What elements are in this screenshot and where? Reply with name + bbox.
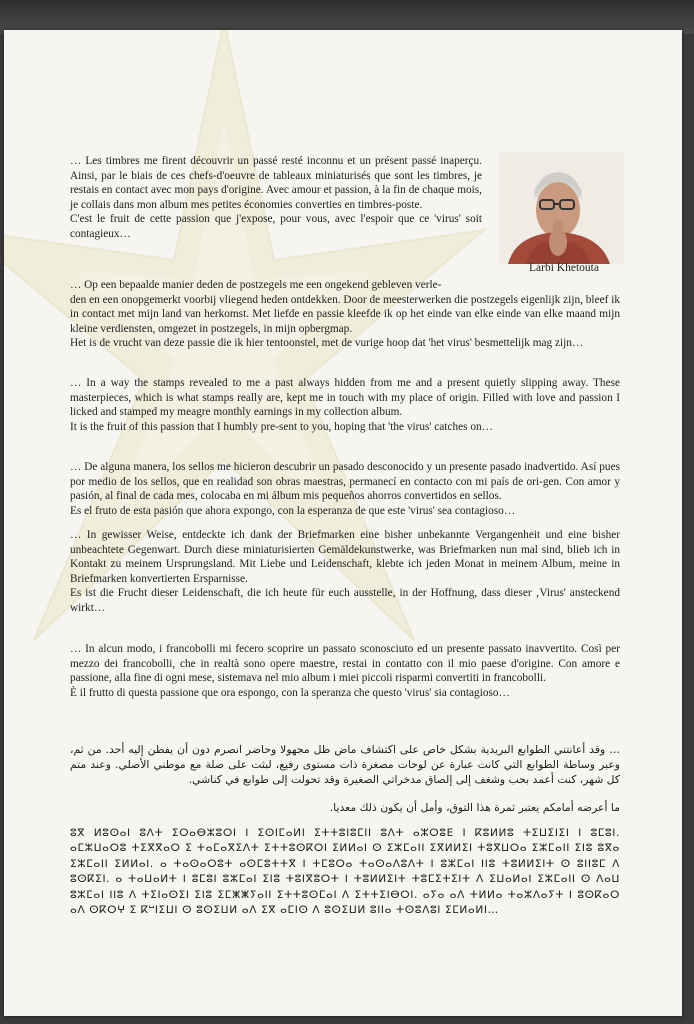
paragraph-italian: … In alcun modo, i francobolli mi fecero scoprire un passato sconosciuto ed un presente passato inavvertito. Così per mezzo dei francobolli, che in realtà sono opere maestre, restai in contatto con il mio paese d'origine. Con amore e passione, alla fine di ogni mese, sistemava nel mio album i miei piccoli risparmi convertiti in francobolli. È il frutto di questa passione que ora espongo, con la speranza che questo 'virus' sia contagioso…: [70, 643, 620, 699]
paragraph-german: … In gewisser Weise, entdeckte ich dank der Briefmarken eine bisher unbekannte Vergangenheit und eine bisher unbeachtete Gegenwart. Durch diese miniaturisierten Gemäldekunstwerke, was Briefmarken nun mal sind, blieb ich in Kontakt zu meinem Ursprungsland. Mit Liebe und Leidenschaft, klebte ich jeden Monat in meinem Album, meine in Briefmarken konvertierten Ersparnisse. Es ist die Frucht dieser Leidenschaft, die ich heute für euch ausstelle, in der Hoffnung, dass dieser ‚Virus' ansteckend wirkt…: [70, 529, 620, 614]
paragraph-spanish: … De alguna manera, los sellos me hicieron descubrir un pasado desconocido y un presente pasado inadvertido. Así pues por medio de los sellos, que en realidad son obras maestras, permanecí en contacto con mi país de ori-gen. Con amor y pasión, al final de cada mes, colocaba en mi álbum mis pequeños ahorros convertidos en sellos. Es el fruto de esta pasión que ahora expongo, con la esperanza de que este 'virus' sea contagioso…: [70, 461, 620, 517]
paragraph-french: … Les timbres me firent découvrir un passé resté inconnu et un présent passé inaperçu. Ainsi, par le biais de ces chefs-d'oeuvre de tableaux miniaturisés que sont les timbres, je restais en contact avec mon pays d'origine. Avec amour et passion, à la fin de chaque mois, je collais dans mon album mes petites économies converties en timbres-poste. C'est le fruit de cette passion que j'expose, pour vous, avec l'espoir que ce 'virus' soit contagieux…: [70, 155, 482, 240]
author-portrait-icon: [498, 152, 624, 264]
paragraph-arabic: … وقد أعانتني الطوابع البريدية بشكل خاص على اكتشاف ماض ظل مجهولا وحاضر انصرم دون أن يفطن إليه أحد. من ثم، وعبر وساطة الطوابع التي كانت عبارة عن لوحات مصغرة ذات مستوى رفيع، لبثت على صلة مع موطني الأصلي. وعند متم كل شهر، كنت أعمد بحب وشغف إلى إلصاق مدخراتي الصغيرة وقد تحولت إلى طوابع في كناشي.: [70, 743, 620, 786]
table-surface: [0, 0, 694, 34]
booklet-page: [4, 30, 682, 1016]
paragraph-english: … In a way the stamps revealed to me a past always hidden from me and a present quietly slipping away. These masterpieces, which is what stamps really are, kept me in touch with my place of origin. Filled with love and passion I licked and stamped my meagre monthly earnings in my collection album. It is the fruit of this passion that I humbly pre-sent to you, hoping that 'the virus' catches on…: [70, 377, 620, 433]
paragraph-tifinagh: ⵓⴳ ⵍⵓⵙⴰⵏ ⵓⴷⵜ ⵉⵔⴰⴱⵣⵓⵔⵏ ⵏ ⵉⵙⵏⵎⴰⵍⵏ ⵉⵜⵜⵓⵏⵓⵎⵏⵏ ⵓⴷⵜ ⴰⵣⵔⵓⴹ ⵏ ⴽⵓⵍⵍⵓ ⵜⵉⵡⵉⵏⵉⵏ ⵏ ⵓⵎⵓⵏ. ⴰⵎⵣⵡⴰⵔⵓ ⵜⵉⴳⴳⴰⵔ ⵉ ⵜⴰⵎⴰⴳⵉⴷⵜ ⵉⵜⵜⵓⵙⴽⵔⵏ ⵉⵍⵍⴰⵏ ⵙ ⵉⵣⵎⴰⵏⵏ ⵉⴳⵍⵍⵉⵏ ⵜⵓⴳⵡⵔⴰ ⵉⵣⵎⴰⵏⵏ ⵉⵏⵓ ⵓⴳⴰ ⵉⵣⵎⴰⵏⵏ ⵉⵍⵍⴰⵏ. ⴰ ⵜⴰⵙⴰⵔⵓⵜ ⴰⵙⵎⵓⵜⵜⴳ ⵏ ⵜⵎⵓⵔⴰ ⵜⴰⵙⴰⴷⵓⴷⵜ ⵏ ⵓⵣⵎⴰⵏ ⵏⵏⵓ ⵜⵓⵍⵍⵉⵏⵜ ⵙ ⵓⵏⵏⵓⵎ ⴷ ⵓⵙⴽⵉⵏ. ⴰ ⵜⴰⵡⴰⵍⵜ ⵏ ⵓⵎⵓⵏ ⵓⵣⵎⴰⵏ ⵉⵏⵓ ⵜⵓⵏⴳⵓⵔⵜ ⵏ ⵜⵓⵍⵍⵉⵏⵜ ⵜⵓⵎⵉⵜⵉⵏⵜ ⴷ ⵉⵡⴰⵍⴰⵏ ⵉⵣⵎⴰⵏⵏ ⵙ ⴷⴰⵡ ⵓⵣⵎⴰⵏ ⵏⵏⵓ ⴷ ⵜⵉⵏⴰⵙⵉⵏ ⵉⵏⵓ ⵉⵎⵥⵥⵢⴰⵏⵏ ⵉⵜⵜⵓⵙⵎⴰⵏ ⴷ ⵉⵜⵜⵉⵏⴱⵔⵏ. ⴰⵢⴰ ⴰⴷ ⵜⵍⵍⴰ ⵜⴰⵣⴷⴰⵢⵜ ⵏ ⵓⵙⴽⴰⵔ ⴰⴷ ⵙⴽⵔⵖ ⵉ ⴽⵯⵏⵉⵡⵏ ⵙ ⵓⵙⵉⵡⵍ ⴰⴷ ⵉⴳ ⴰⵎⵏⵙ ⴷ ⵓⵙⵉⵡⵍ ⵓⵏⵏⴰ ⵜⵙⵓⴷⵓⵏ ⵉⵎⵍⴰⵍⵏ…: [70, 827, 620, 917]
paragraph-arabic-closing: ما أعرضه أمامكم يعتبر ثمرة هذا التوق، وأمل أن يكون ذلك معديا.: [329, 801, 620, 814]
author-name: Larbi Khetouta: [529, 262, 599, 274]
paragraph-dutch: … Op een bepaalde manier deden de postzegels me een ongekend gebleven verle- den en een onopgemerkt voorbij vliegend heden ontdekken. Door de meesterwerken die postzegels eigenlijk zijn, bleef ik in contact met mijn land van herkomst. Met liefde en passie kleefde ik op het einde van elke einde van elke maand mijn kleine verdiensten, omgezet in postzegels, in mijn opbergmap. Het is de vrucht van deze passie die ik hier tentoonstel, met de vurige hoop dat 'het virus' besmettelijk mag zijn…: [70, 279, 620, 350]
